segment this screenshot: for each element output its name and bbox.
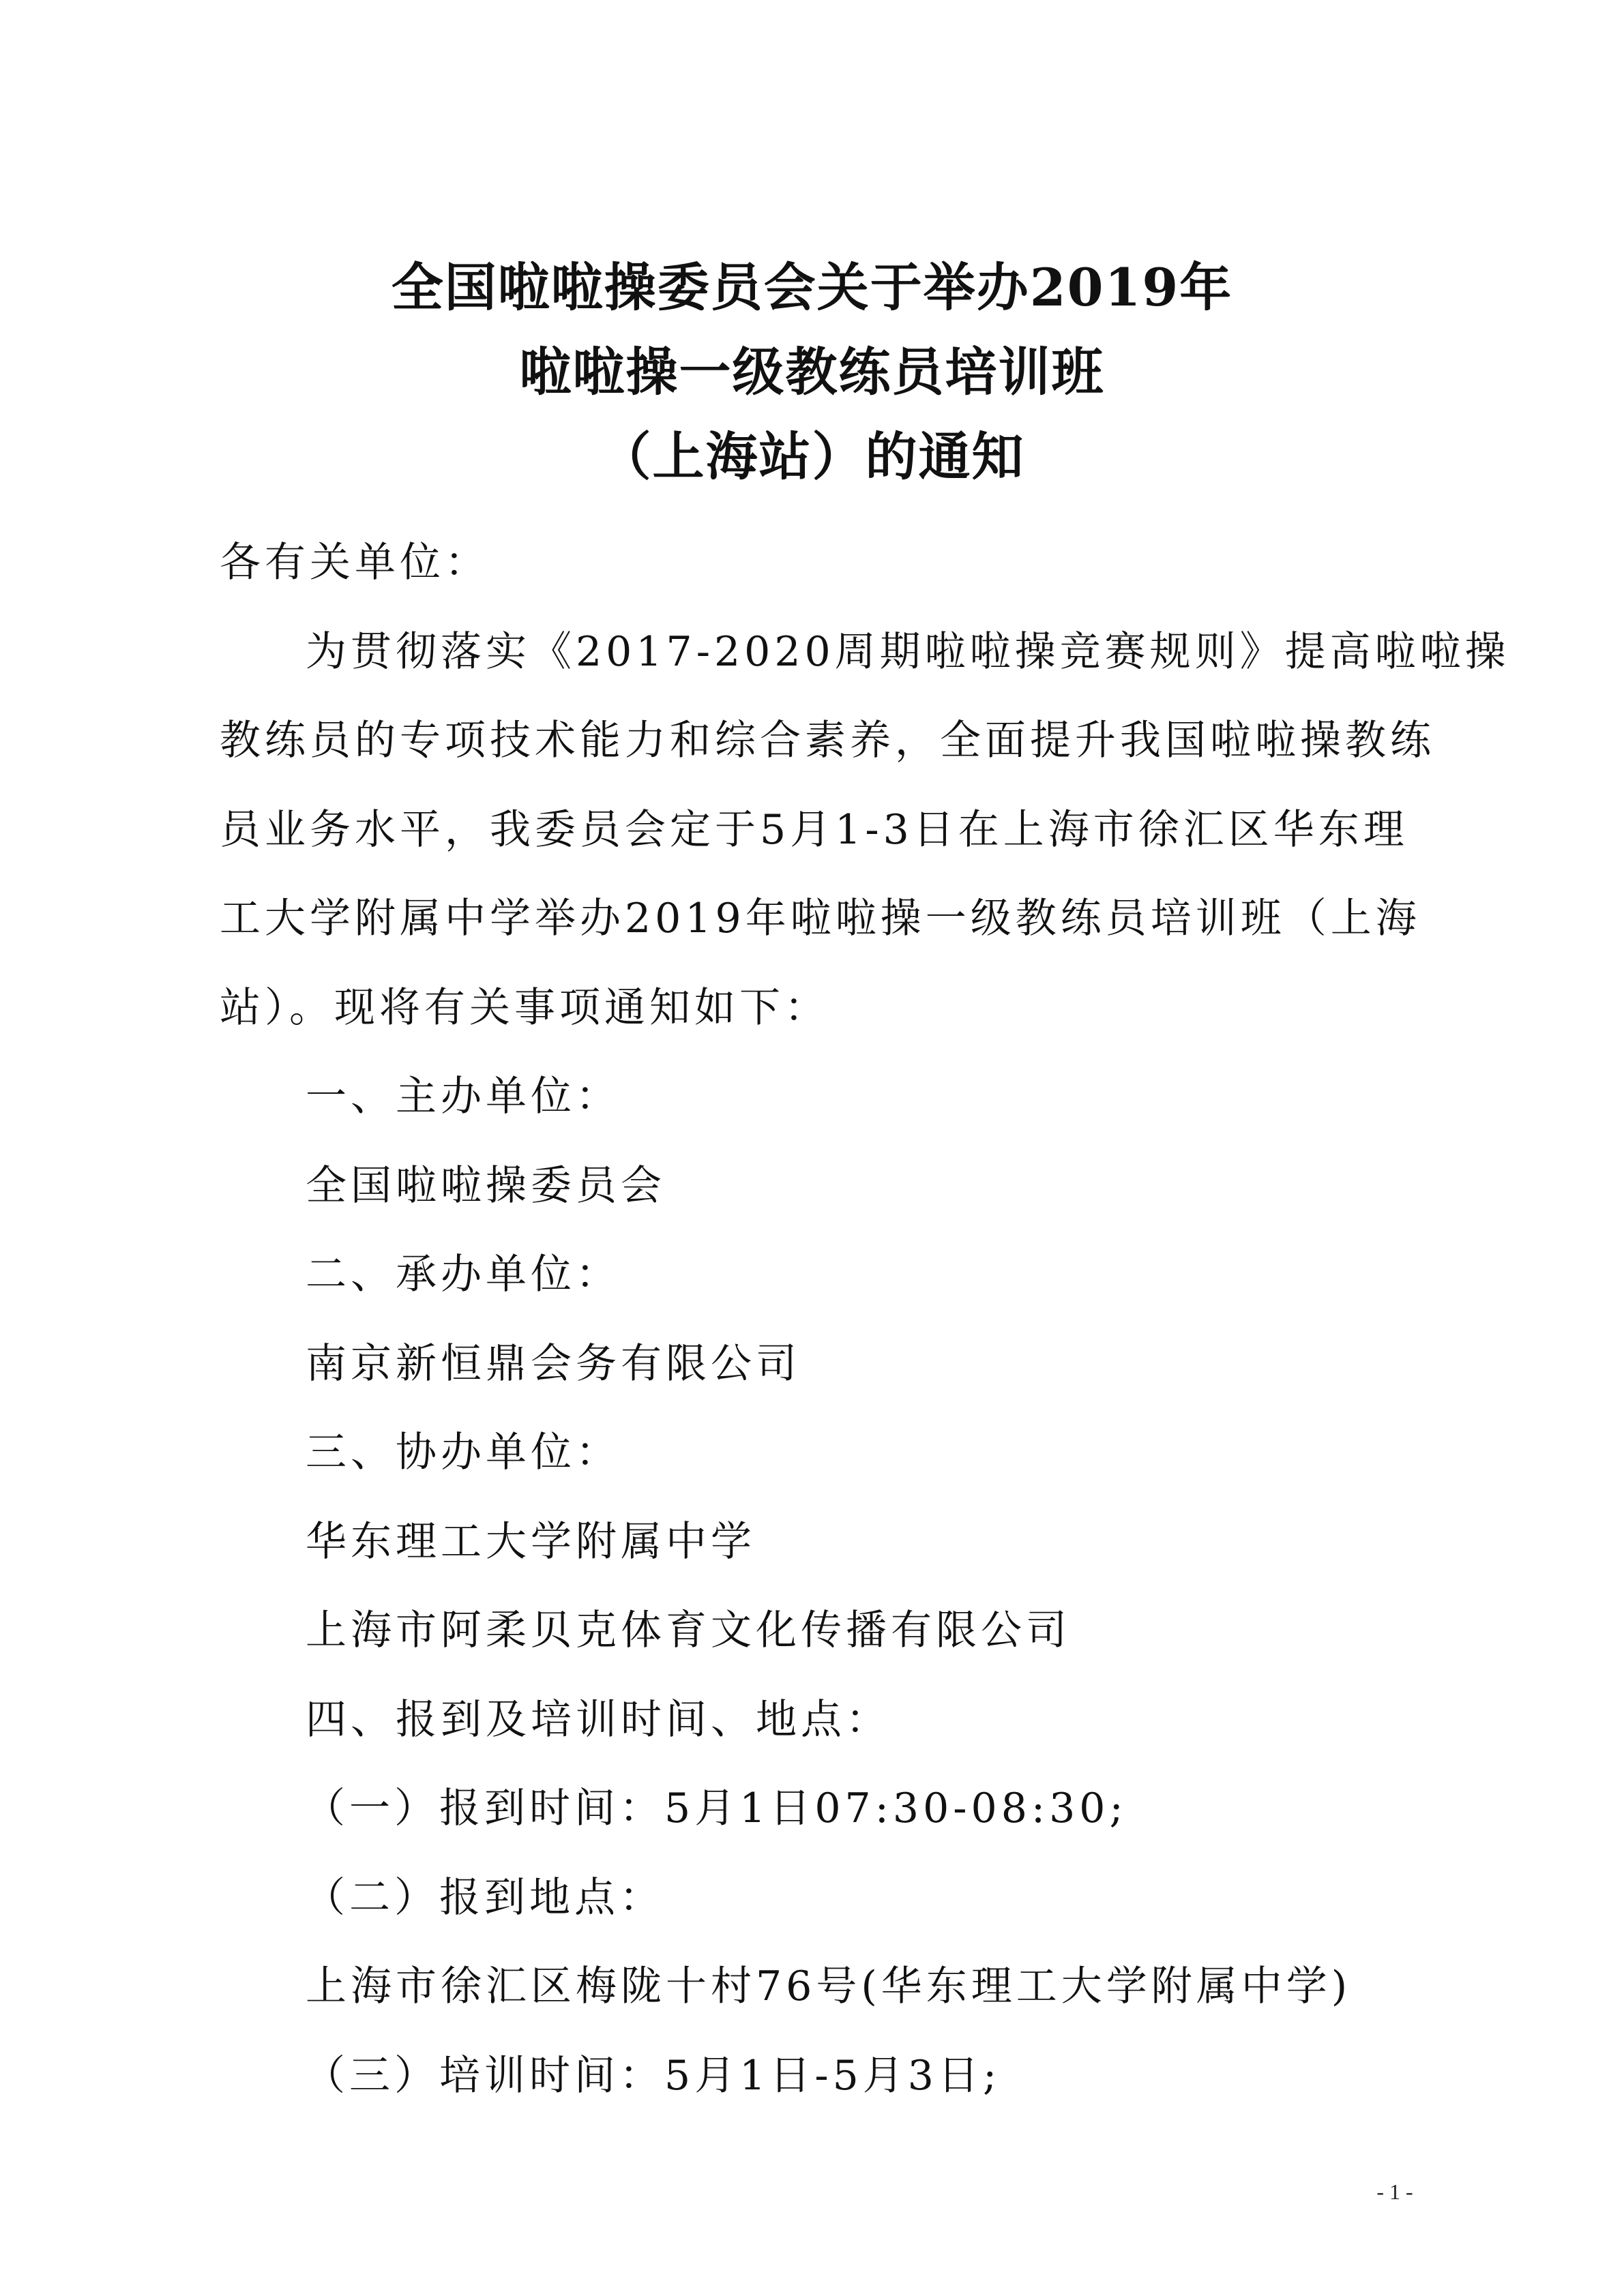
section-4-item-2-value: 上海市徐汇区梅陇十村76号(华东理工大学附属中学): [306, 1963, 1352, 2010]
document-body: [220, 518, 1510, 2120]
salutation: 各有关单位：: [220, 539, 490, 586]
section-2-value: 南京新恒鼎会务有限公司: [306, 1339, 801, 1388]
intro-line-4: 工大学附属中学举办2019年啦啦操一级教练员培训班（上海: [220, 895, 1421, 942]
document-title: [0, 245, 1624, 499]
section-3-value-2: 上海市阿柔贝克体育文化传播有限公司: [306, 1607, 1071, 1654]
page-number: - 1 -: [1376, 2179, 1413, 2204]
intro-line-3: 员业务水平，我委员会定于5月1-3日在上海市徐汇区华东理: [220, 805, 1408, 854]
section-4-item-3: （三）培训时间：5月1日-5月3日;: [304, 2051, 1001, 2100]
section-3-value-1: 华东理工大学附属中学: [306, 1517, 756, 1566]
title-line-1: 全国啦啦操委员会关于举办2019年: [391, 257, 1233, 318]
title-line-2: 啦啦操一级教练员培训班: [519, 342, 1105, 402]
section-4-heading: 四、报到及培训时间、地点：: [306, 1695, 891, 1744]
intro-line-5: 站）。现将有关事项通知如下：: [220, 983, 829, 1032]
section-4-item-1: （一）报到时间：5月1日07:30-08:30;: [304, 1785, 1127, 1832]
section-1-heading: 一、主办单位：: [306, 1073, 621, 1120]
section-4-item-2: （二）报到地点：: [304, 1873, 664, 1922]
section-3-heading: 三、协办单位：: [306, 1429, 621, 1476]
section-1-value: 全国啦啦操委员会: [306, 1161, 666, 1210]
title-line-3: （上海站）的通知: [599, 426, 1025, 487]
section-2-heading: 二、承办单位：: [306, 1251, 621, 1298]
intro-line-1: 为贯彻落实《2017-2020周期啦啦操竞赛规则》提高啦啦操: [306, 627, 1510, 676]
intro-line-2: 教练员的专项技术能力和综合素养，全面提升我国啦啦操教练: [220, 717, 1435, 764]
